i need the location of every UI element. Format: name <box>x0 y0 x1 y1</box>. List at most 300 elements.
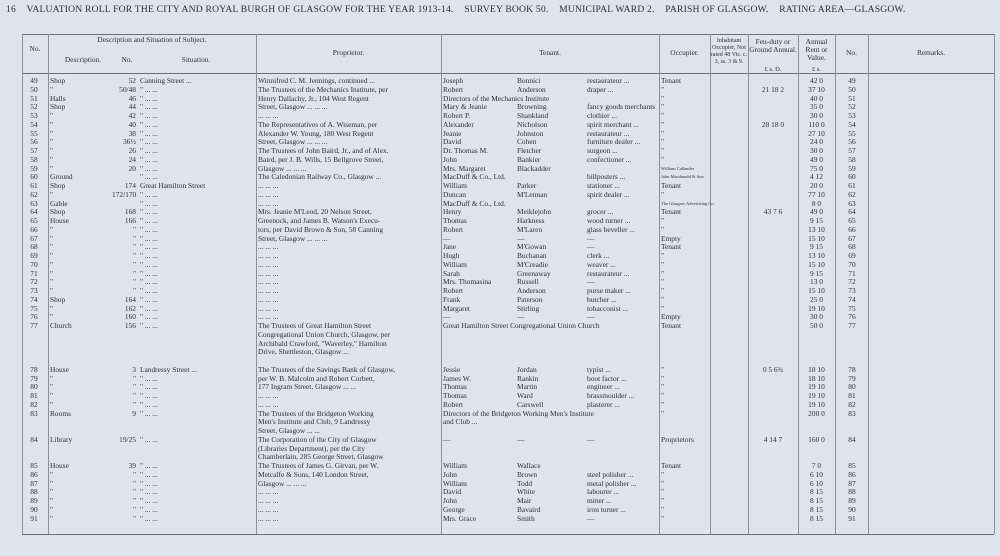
cell-ann: 6 10 <box>810 469 823 479</box>
cell-oc2: " <box>661 111 665 120</box>
cell-ann: 9 15 <box>810 216 823 225</box>
cell-tl: Rankin <box>517 373 539 383</box>
cell-sit: " ... ... <box>140 294 158 304</box>
cell-tl: Russell <box>517 277 539 287</box>
table-bottom-rule <box>22 534 994 535</box>
cell-num: 39 <box>128 461 136 470</box>
cell-oc2: Tenant <box>661 461 682 470</box>
cell-feu: 28 18 0 <box>761 119 785 129</box>
cell-desc: " <box>50 111 54 120</box>
cell-sit: " ... ... <box>140 286 158 295</box>
cell-sit: Landressy Street ... <box>140 364 197 374</box>
cell-occ: engineer ... <box>587 382 620 392</box>
cell-no2: 51 <box>848 93 856 103</box>
cell-tl: Greenaway <box>517 268 551 278</box>
cell-no2: 86 <box>848 469 856 479</box>
cell-ann: 160 0 <box>808 434 825 444</box>
cell-no2: 69 <box>848 251 856 260</box>
cell-no2: 57 <box>848 146 856 155</box>
cell-no2: 65 <box>848 216 856 225</box>
cell-prop: Henry Dallachy, Jr., 104 West Regent <box>258 93 369 103</box>
cell-tl: Nicholson <box>517 119 548 129</box>
cell-tf: William <box>443 259 467 269</box>
cell-ann: 8 15 <box>810 504 823 514</box>
cell-tl: Shankland <box>517 111 549 120</box>
cell-ann: 15 10 <box>808 233 825 243</box>
cell-occ: clothier ... <box>587 111 617 120</box>
cell-tl: Blackadder <box>517 163 551 173</box>
cell-sit: " ... ... <box>140 399 158 409</box>
cell-tl: Fletcher <box>517 146 542 155</box>
cell-tl: Johnston <box>517 128 544 138</box>
cell-tl: Paterson <box>517 294 543 304</box>
cell-occ: stationer ... <box>587 181 620 190</box>
cell-no: 63 <box>30 198 38 208</box>
cell-tl: Buchanan <box>517 251 547 260</box>
cell-oc2: " <box>661 146 665 155</box>
cell-ann: 77 10 <box>808 189 825 199</box>
cell-desc: Shop <box>50 76 66 85</box>
cell-prop: tors, per David Brown & Son, 58 Canning <box>258 224 384 234</box>
cell-oc2: " <box>661 382 665 392</box>
cell-occ: metal polisher ... <box>587 478 637 488</box>
cell-num: 3 <box>132 364 136 374</box>
cell-ann: 30 0 <box>810 312 823 322</box>
cell-tf: John <box>443 469 457 479</box>
cell-tf: — <box>443 233 451 243</box>
cell-oc2: The Glasgow Advertising Co. <box>661 200 715 206</box>
cell-tf: Great Hamilton Street Congregational Union Church <box>443 321 600 330</box>
cell-tl: Mair <box>517 496 532 505</box>
cell-num: " <box>132 513 136 523</box>
cell-tf: David <box>443 137 462 147</box>
cell-desc: " <box>50 277 54 287</box>
cell-no: 87 <box>30 478 38 488</box>
cell-no2: 79 <box>848 373 856 383</box>
cell-tf: Mary & Jeanie <box>443 102 487 112</box>
cell-occ: spirit merchant ... <box>587 119 639 129</box>
cell-sit: " ... ... <box>140 172 158 182</box>
cell-tl: Ward <box>517 391 533 400</box>
column-divider <box>994 34 995 534</box>
cell-ann: 6 10 <box>810 478 823 488</box>
cell-sit: " ... ... <box>140 102 158 112</box>
cell-tf: Alexander <box>443 119 474 129</box>
table-row <box>22 515 994 524</box>
cell-no: 69 <box>30 251 38 260</box>
cell-no: 66 <box>30 224 38 234</box>
cell-tl: Martin <box>517 382 538 392</box>
cell-desc: " <box>50 189 54 199</box>
cell-tl: M'Lennan <box>517 189 548 199</box>
cell-tf: Henry <box>443 207 462 217</box>
cell-prop: ... ... ... <box>258 268 279 278</box>
cell-no2: 71 <box>848 268 856 278</box>
cell-no2: 77 <box>848 321 856 330</box>
header-no: No. <box>29 44 41 53</box>
cell-sit: " ... ... <box>140 207 158 217</box>
cell-tl: — <box>517 312 525 322</box>
cell-no2: 70 <box>848 259 856 269</box>
cell-sit: " ... ... <box>140 233 158 243</box>
cell-sit: " ... ... <box>140 137 158 147</box>
cell-sit: " ... ... <box>140 513 158 523</box>
cell-tf: Directors of the Mechanics Institute <box>443 93 550 103</box>
cell-no2: 80 <box>848 382 856 392</box>
cell-no2: 59 <box>848 163 856 173</box>
cell-tl: Anderson <box>517 286 546 295</box>
cell-prop: (Libraries Department), per the City <box>258 443 365 453</box>
cell-ann: 18 10 <box>808 373 825 383</box>
header-street-no: No. <box>121 55 133 64</box>
cell-ann: 30 0 <box>810 111 823 120</box>
cell-no: 78 <box>30 364 38 374</box>
cell-oc2: " <box>661 224 665 234</box>
cell-oc2: Tenant <box>661 242 682 252</box>
cell-no: 84 <box>30 434 38 444</box>
cell-prop: ... ... ... <box>258 198 279 208</box>
cell-occ: — <box>587 277 595 287</box>
cell-no2: 66 <box>848 224 856 234</box>
cell-num: 40 <box>128 119 136 129</box>
cell-no: 49 <box>30 76 38 85</box>
cell-sit: " ... ... <box>140 277 158 287</box>
cell-prop: ... ... ... <box>258 496 279 505</box>
table-row <box>22 322 994 331</box>
cell-tl: Bankier <box>517 154 541 164</box>
cell-prop: ... ... ... <box>258 251 279 260</box>
table-row <box>22 331 994 340</box>
valuation-table-body <box>22 77 994 523</box>
cell-desc: " <box>50 391 54 400</box>
cell-desc: " <box>50 146 54 155</box>
cell-prop: ... ... ... <box>258 513 279 523</box>
cell-num: " <box>132 242 136 252</box>
cell-prop: Street, Glasgow ... ... <box>258 426 320 435</box>
municipal-ward: MUNICIPAL WARD 2. <box>559 4 655 15</box>
cell-ann: 37 10 <box>808 84 825 94</box>
cell-tl: Wallace <box>517 461 541 470</box>
cell-no: 76 <box>30 312 38 322</box>
parish: PARISH OF GLASGOW. <box>665 4 769 15</box>
cell-num: 172/170 <box>112 189 137 199</box>
cell-oc2: Proprietors <box>661 434 694 444</box>
cell-occ: labourer ... <box>587 487 620 497</box>
cell-prop: The Trustees of James G. Girvan, per W. <box>258 461 379 470</box>
cell-no2: 75 <box>848 303 856 313</box>
cell-num: 36½ <box>123 137 136 147</box>
cell-oc2: " <box>661 268 665 278</box>
cell-num: " <box>132 391 136 400</box>
cell-tl: Stirling <box>517 303 540 313</box>
cell-num: 52 <box>128 76 136 85</box>
cell-tf: Mrs. Thomasina <box>443 277 492 287</box>
cell-no2: 83 <box>848 408 856 418</box>
cell-no2: 50 <box>848 84 856 94</box>
cell-tf: Robert <box>443 224 464 234</box>
cell-no: 85 <box>30 461 38 470</box>
cell-num: " <box>132 224 136 234</box>
cell-prop: The Trustees of the Bridgeton Working <box>258 408 374 418</box>
header-feu-duty: Feu-duty or Ground Annual. <box>749 37 797 54</box>
cell-no: 77 <box>30 321 38 330</box>
cell-ann: 200 0 <box>808 408 825 418</box>
cell-sit: " ... ... <box>140 408 158 418</box>
cell-tl: Harkness <box>517 216 545 225</box>
cell-occ: confectioner ... <box>587 154 632 164</box>
cell-occ: grocer ... <box>587 207 614 217</box>
cell-sit: Great Hamilton Street <box>140 181 206 190</box>
cell-desc: " <box>50 478 54 488</box>
cell-sit: " ... ... <box>140 461 158 470</box>
cell-ann: 19 10 <box>808 391 825 400</box>
cell-no2: 88 <box>848 487 856 497</box>
cell-ann: 50 0 <box>810 321 823 330</box>
cell-desc: Rooms <box>50 408 71 418</box>
cell-tl: Meiklejohn <box>517 207 552 217</box>
cell-no2: 61 <box>848 181 856 190</box>
cell-prop: Street, Glasgow ... ... ... <box>258 137 328 147</box>
table-row <box>22 410 994 419</box>
cell-num: " <box>132 504 136 514</box>
table-row <box>22 436 994 445</box>
cell-tf: Thomas <box>443 216 467 225</box>
cell-no: 58 <box>30 154 38 164</box>
cell-num: " <box>132 373 136 383</box>
cell-oc2: " <box>661 216 665 225</box>
cell-no2: 63 <box>848 198 856 208</box>
cell-ann: 40 0 <box>810 93 823 103</box>
cell-prop: Glasgow ... ... ... <box>258 478 307 488</box>
cell-prop: ... ... ... <box>258 277 279 287</box>
cell-num: 160 <box>124 312 136 322</box>
cell-desc: " <box>50 286 54 295</box>
cell-no: 62 <box>30 189 38 199</box>
cell-sit: " ... ... <box>140 478 158 488</box>
table-row <box>22 340 994 349</box>
cell-no: 83 <box>30 408 38 418</box>
cell-desc: " <box>50 469 54 479</box>
cell-ann: 9 15 <box>810 268 823 278</box>
header-annual-units: £ s. <box>811 66 822 73</box>
cell-tf: Jessie <box>443 364 461 374</box>
cell-oc2: " <box>661 128 665 138</box>
cell-tl: Browning <box>517 102 547 112</box>
cell-num: " <box>132 268 136 278</box>
cell-no2: 56 <box>848 137 856 147</box>
header-proprietor: Proprietor. <box>332 48 365 57</box>
cell-oc2: " <box>661 373 665 383</box>
cell-occ: wood turner ... <box>587 216 631 225</box>
cell-ann: 110 0 <box>808 119 825 129</box>
cell-no2: 52 <box>848 102 856 112</box>
cell-occ: draper ... <box>587 84 614 94</box>
cell-num: " <box>132 233 136 243</box>
cell-prop: The Trustees of John Baird, Jr., and of Alex. <box>258 146 389 155</box>
cell-desc: House <box>50 461 69 470</box>
cell-prop: ... ... ... <box>258 399 279 409</box>
cell-ann: 49 0 <box>810 154 823 164</box>
cell-feu: 0 5 6¾ <box>762 364 784 374</box>
cell-desc: " <box>50 312 54 322</box>
cell-prop: Baird, per J. B. Wills, 15 Bellgrove Street, <box>258 154 384 164</box>
cell-oc2: " <box>661 102 665 112</box>
cell-tl: Cohen <box>517 137 537 147</box>
cell-sit: " ... ... <box>140 216 158 225</box>
cell-tf: Sarah <box>443 268 460 278</box>
cell-tf: Mrs. Grace <box>443 513 477 523</box>
cell-desc: Halls <box>50 93 66 103</box>
cell-prop: ... ... ... <box>258 111 279 120</box>
cell-prop: ... ... ... <box>258 312 279 322</box>
cell-no: 51 <box>30 93 38 103</box>
cell-ann: 13 10 <box>808 251 825 260</box>
cell-occ: butcher ... <box>587 294 617 304</box>
cell-num: " <box>132 496 136 505</box>
cell-oc2: " <box>661 294 665 304</box>
cell-tf: Robert <box>443 84 464 94</box>
cell-num: 20 <box>128 163 136 173</box>
cell-oc2: " <box>661 259 665 269</box>
cell-occ: restaurateur ... <box>587 268 630 278</box>
cell-num: 162 <box>124 303 136 313</box>
cell-occ: steel polisher ... <box>587 469 634 479</box>
cell-tf: William <box>443 461 467 470</box>
cell-tf: Directors of the Bridgeton Working Men's Institute <box>443 408 594 418</box>
cell-feu: 4 14 7 <box>763 434 783 444</box>
cell-ann: 24 0 <box>810 137 823 147</box>
cell-tf: Robert P. <box>443 111 471 120</box>
cell-no: 65 <box>30 216 38 225</box>
cell-no2: 64 <box>848 207 856 217</box>
cell-tf: Frank <box>443 294 461 304</box>
cell-desc: Church <box>50 321 72 330</box>
cell-desc: " <box>50 382 54 392</box>
cell-no: 57 <box>30 146 38 155</box>
cell-sit: " ... ... <box>140 312 158 322</box>
cell-prop: 177 Ingram Street, Glasgow ... ... <box>258 382 357 392</box>
cell-no2: 82 <box>848 399 856 409</box>
cell-occ: — <box>587 434 595 444</box>
cell-desc: " <box>50 119 54 129</box>
cell-oc2: Empty <box>661 312 681 322</box>
cell-num: 46 <box>128 93 136 103</box>
cell-tl: Jordan <box>517 364 537 374</box>
cell-no: 74 <box>30 294 38 304</box>
cell-prop: ... ... ... <box>258 242 279 252</box>
cell-no2: 90 <box>848 504 856 514</box>
cell-no: 70 <box>30 259 38 269</box>
cell-prop: Drive, Shettleston, Glasgow ... <box>258 347 349 357</box>
cell-desc: " <box>50 496 54 505</box>
cell-no2: 76 <box>848 312 856 322</box>
cell-sit: " ... ... <box>140 382 158 392</box>
cell-tf: Joseph <box>443 76 464 85</box>
cell-tf: Jane <box>443 242 457 252</box>
cell-no: 67 <box>30 233 38 243</box>
cell-occ: restaurateur ... <box>587 76 630 85</box>
cell-occ: glass beveller ... <box>587 224 635 234</box>
header-occupier: Occupier. <box>670 48 699 57</box>
cell-tf: Robert <box>443 399 464 409</box>
cell-num: 38 <box>128 128 136 138</box>
cell-desc: " <box>50 259 54 269</box>
page-header <box>6 4 994 18</box>
cell-prop: The Representatives of A. Wiseman, per <box>258 119 378 129</box>
cell-sit: " ... ... <box>140 163 158 173</box>
cell-desc: Shop <box>50 207 66 217</box>
header-annual-rent: Annual Rent or Value. <box>805 37 828 62</box>
cell-sit: " ... ... <box>140 146 158 155</box>
header-description-group: Description and Situation of Subject. <box>97 35 207 44</box>
cell-tf: Dr. Thomas M. <box>443 146 489 155</box>
cell-tl: M'Creadie <box>517 259 548 269</box>
cell-tl: Carswell <box>517 399 544 409</box>
cell-oc2: " <box>661 189 665 199</box>
cell-tf: William <box>443 181 467 190</box>
cell-sit: " ... ... <box>140 303 158 313</box>
cell-tf: Thomas <box>443 391 467 400</box>
cell-feu: 21 18 2 <box>761 84 785 94</box>
cell-oc2: Empty <box>661 233 681 243</box>
cell-desc: " <box>50 513 54 523</box>
cell-occ: miner ... <box>587 496 612 505</box>
cell-occ: purse maker ... <box>587 286 631 295</box>
cell-oc2: " <box>661 286 665 295</box>
cell-ann: 30 0 <box>810 146 823 155</box>
cell-tf: David <box>443 487 462 497</box>
cell-sit: " ... ... <box>140 496 158 505</box>
cell-desc: Library <box>50 434 73 444</box>
cell-oc2: " <box>661 399 665 409</box>
cell-num: 44 <box>128 102 136 112</box>
cell-prop: The Trustees of the Savings Bank of Glasgow, <box>258 364 396 374</box>
cell-num: " <box>132 286 136 295</box>
cell-desc: " <box>50 137 54 147</box>
cell-prop: The Caledonian Railway Co., Glasgow ... <box>258 172 382 182</box>
cell-sit: " ... ... <box>140 128 158 138</box>
cell-prop: ... ... ... <box>258 294 279 304</box>
header-inhabitant-occupier: Inhabitant Occupier, Not rated 48 Vic. c. 3, ss. 3 & 9. <box>710 38 748 65</box>
cell-desc: " <box>50 303 54 313</box>
cell-desc: " <box>50 373 54 383</box>
cell-tf: Thomas <box>443 382 467 392</box>
cell-desc: " <box>50 251 54 260</box>
cell-occ: fancy goods merchants <box>587 102 656 112</box>
table-row <box>22 445 994 454</box>
cell-no2: 85 <box>848 461 856 470</box>
cell-tf: Margaret <box>443 303 470 313</box>
cell-prop: ... ... ... <box>258 181 279 190</box>
cell-tf: — <box>443 312 451 322</box>
cell-no2: 84 <box>848 434 856 444</box>
cell-tf: John <box>443 154 457 164</box>
cell-ann: 20 0 <box>810 181 823 190</box>
cell-tf: Mrs. Margaret <box>443 163 486 173</box>
cell-tf: MacDuff & Co., Ltd. <box>443 172 506 182</box>
cell-tf: Robert <box>443 286 464 295</box>
cell-no: 73 <box>30 286 38 295</box>
cell-desc: " <box>50 84 54 94</box>
header-remarks: Remarks. <box>916 48 946 57</box>
cell-num: " <box>132 469 136 479</box>
cell-oc2: Tenant <box>661 76 682 85</box>
cell-no2: 72 <box>848 277 856 287</box>
cell-num: 174 <box>124 181 136 190</box>
cell-no: 61 <box>30 181 38 190</box>
cell-prop: Mrs. Jeanie M'Leod, 20 Nelson Street, <box>258 207 372 217</box>
cell-ann: 19 10 <box>808 382 825 392</box>
